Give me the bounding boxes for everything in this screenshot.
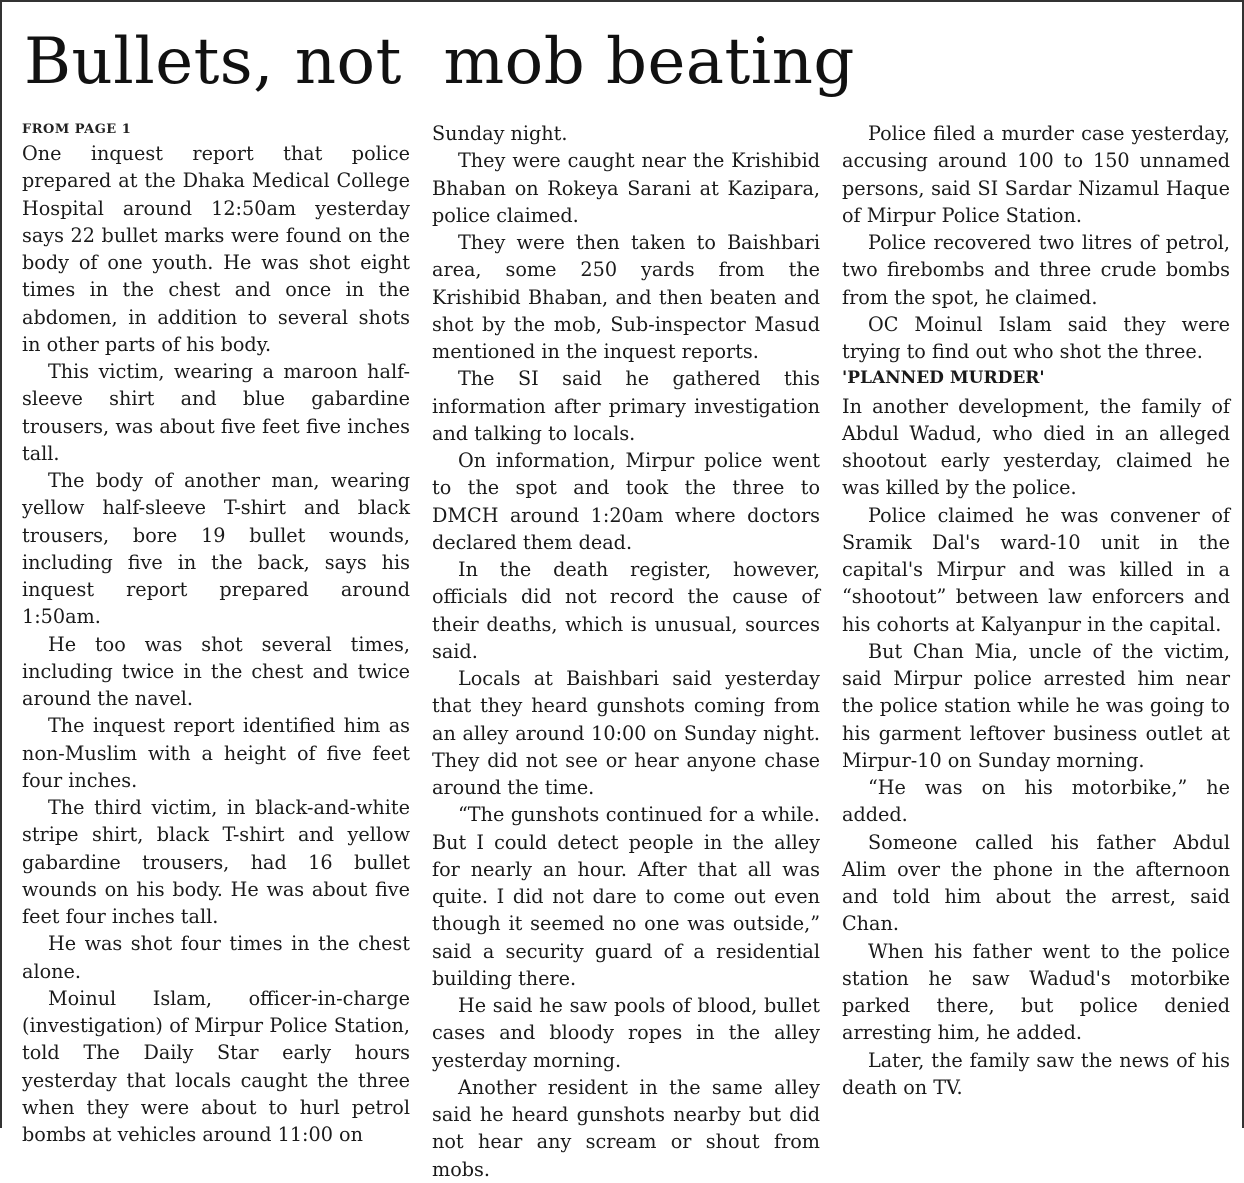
paragraph: They were caught near the Krishibid Bhaban on Rokeya Sarani at Kazipara, police claimed. <box>432 149 820 227</box>
article-column-3 <box>842 120 1230 1101</box>
paragraph: In another development, the family of Abdul Wadud, who died in an alleged shootout early yesterday, claimed he was killed by the police. <box>842 394 1230 500</box>
paragraph: “The gunshots continued for a while. But I could detect people in the alley for nearly an hour. After that all was quite. I did not dare to come out even though it seemed no one was outside,” said a security guard of a residential building there. <box>432 803 820 990</box>
paragraph: They were then taken to Baishbari area, some 250 yards from the Krishibid Bhaban, and then beaten and shot by the mob, Sub-inspector Masud mentioned in the inquest reports. <box>432 231 820 363</box>
paragraph: In the death register, however, officials did not record the cause of their deaths, which is unusual, sources said. <box>432 558 820 663</box>
paragraph: This victim, wearing a maroon half-sleeve shirt and blue gabardine trousers, was about five feet five inches tall. <box>22 360 410 465</box>
paragraph: “He was on his motorbike,” he added. <box>842 776 1230 827</box>
paragraph: Police recovered two litres of petrol, two firebombs and three crude bombs from the spot, he claimed. <box>842 231 1230 309</box>
paragraph: Police claimed he was convener of Sramik Dal's ward-10 unit in the capital's Mirpur and was killed in a “shootout” between law enforcers and his cohorts at Kalyanpur in the capital. <box>842 503 1230 636</box>
paragraph: The SI said he gathered this information after primary investigation and talking to locals. <box>432 367 820 445</box>
kicker: FROM PAGE 1 <box>22 122 132 137</box>
paragraph: The body of another man, wearing yellow half-sleeve T-shirt and black trousers, bore 19 bullet wounds, including five in the back, says his inquest report prepared around 1:50am. <box>22 469 410 629</box>
article-column-2 <box>432 120 820 1183</box>
paragraph: The inquest report identified him as non-Muslim with a height of five feet four inches. <box>22 714 410 792</box>
article-column-1 <box>22 120 410 1148</box>
paragraph: Later, the family saw the news of his death on TV. <box>842 1048 1230 1099</box>
paragraph: He said he saw pools of blood, bullet cases and bloody ropes in the alley yesterday morning. <box>432 994 820 1072</box>
paragraph: Another resident in the same alley said he heard gunshots nearby but did not hear any scream or shout from mobs. <box>432 1075 820 1181</box>
paragraph: On information, Mirpur police went to the spot and took the three to DMCH around 1:20am where doctors declared them dead. <box>432 449 820 554</box>
paragraph: OC Moinul Islam said they were trying to find out who shot the three. <box>842 312 1230 363</box>
paragraph: When his father went to the police station he saw Wadud's motorbike parked there, but police denied arresting him, he added. <box>842 939 1230 1045</box>
paragraph: He too was shot several times, including twice in the chest and twice around the navel. <box>22 632 410 710</box>
paragraph: Sunday night. <box>432 122 568 145</box>
paragraph: Police filed a murder case yesterday, accusing around 100 to 150 unnamed persons, said SI Sardar Nizamul Haque of Mirpur Police Station. <box>842 122 1230 227</box>
paragraph: But Chan Mia, uncle of the victim, said Mirpur police arrested him near the police station while he was going to his garment leftover business outlet at Mirpur-10 on Sunday morning. <box>842 639 1230 772</box>
paragraph: He was shot four times in the chest alone. <box>22 932 410 983</box>
paragraph: One inquest report that police prepared at the Dhaka Medical College Hospital around 12:50am yesterday says 22 bullet marks were found on the body of one youth. He was shot eight times in the chest and once in the abdomen, in addition to several shots in other parts of his body. <box>22 142 410 356</box>
paragraph: Moinul Islam, officer-in-charge (investigation) of Mirpur Police Station, told The Daily Star early hours yesterday that locals caught the three when they were about to hurl petrol bombs at vehicles around 11:00 on <box>22 986 410 1146</box>
paragraph: Locals at Baishbari said yesterday that they heard gunshots coming from an alley around 10:00 on Sunday night. They did not see or hear anyone chase around the time. <box>432 667 820 799</box>
subheading: 'PLANNED MURDER' <box>842 368 1045 389</box>
headline: Bullets, not mob beating <box>24 25 855 99</box>
paragraph: Someone called his father Abdul Alim over the phone in the afternoon and told him about the arrest, said Chan. <box>842 830 1230 936</box>
paragraph: The third victim, in black-and-white stripe shirt, black T-shirt and yellow gabardine trousers, had 16 bullet wounds on his body. He was about five feet four inches tall. <box>22 796 410 928</box>
